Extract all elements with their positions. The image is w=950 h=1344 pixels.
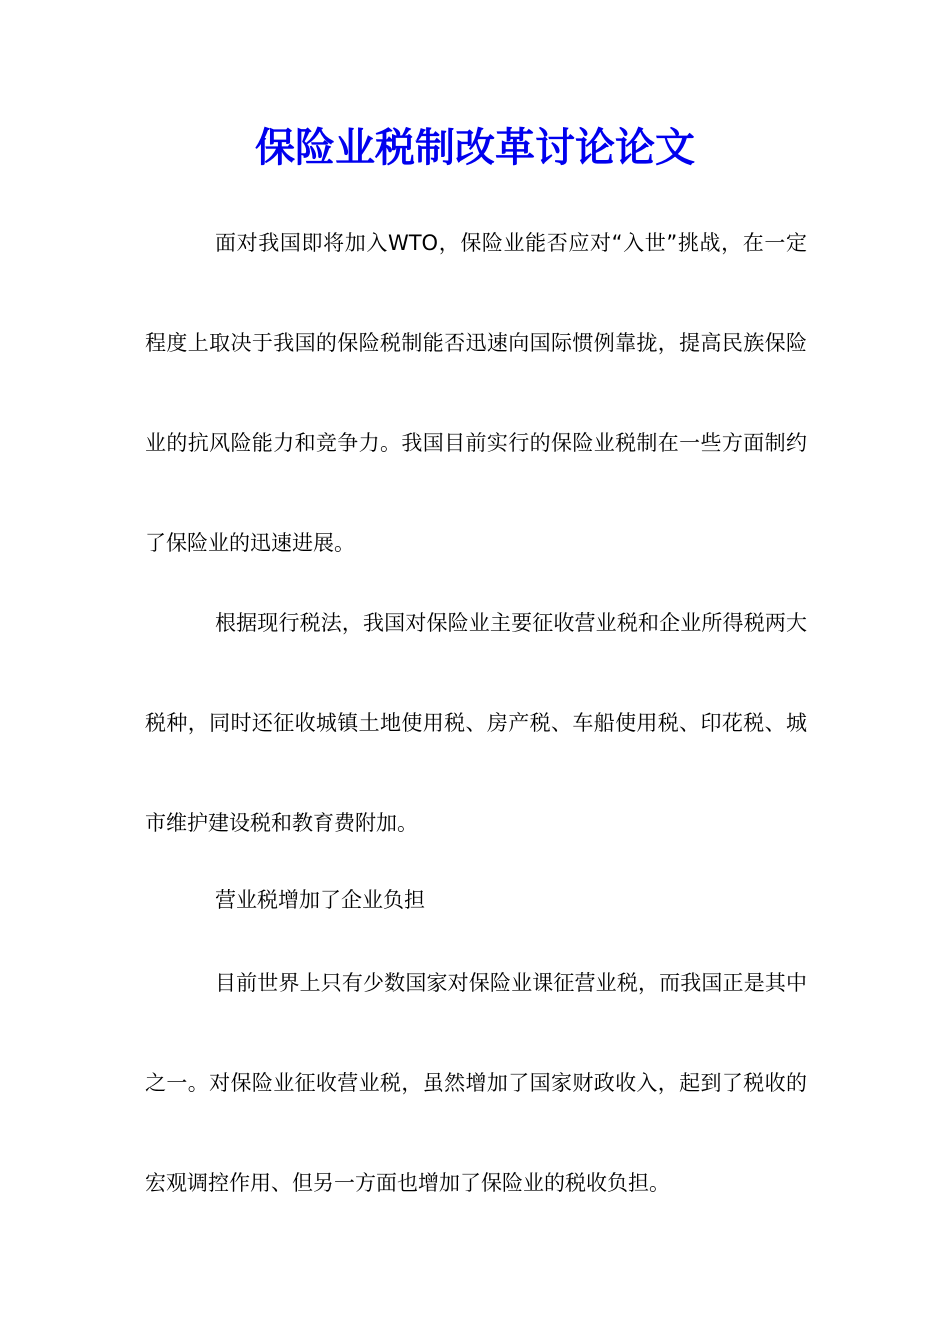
paragraph-2: 根据现行税法，我国对保险业主要征收营业税和企业所得税两大税种，同时还征收城镇土地使用税、房产税、车船使用税、印花税、城市维护建设税和教育费附加。 (145, 611, 807, 835)
paragraph-3: 目前世界上只有少数国家对保险业课征营业税，而我国正是其中之一。对保险业征收营业税，虽然增加了国家财政收入，起到了税收的宏观调控作用、但另一方面也增加了保险业的税收负担。 (145, 971, 807, 1195)
page-title: 保险业税制改革讨论论文 (255, 124, 695, 171)
paragraph-1: 面对我国即将加入WTO，保险业能否应对“入世”挑战，在一定程度上取决于我国的保险税制能否迅速向国际惯例靠拢，提高民族保险业的抗风险能力和竞争力。我国目前实行的保险业税制在一些方面制约了保险业的迅速进展。 (145, 231, 807, 555)
section-heading: 营业税增加了企业负担 (215, 888, 425, 912)
